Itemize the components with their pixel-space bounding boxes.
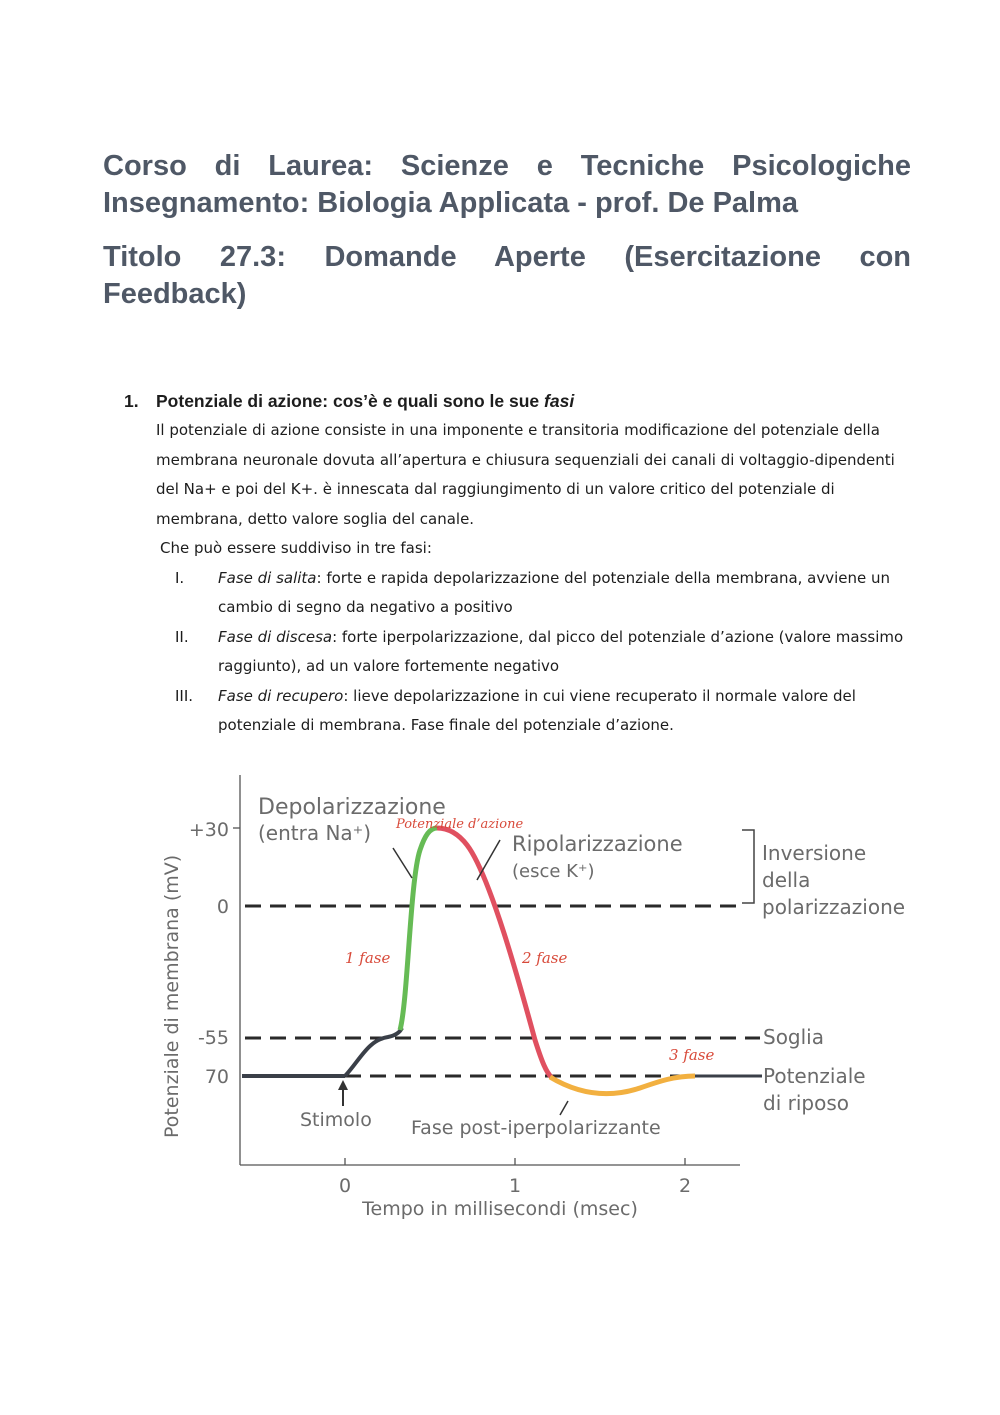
action-potential-figure [0, 770, 1000, 1230]
action-potential-label: Potenziale d’azione [396, 817, 524, 832]
phase-name: Fase di discesa [218, 627, 333, 646]
phase-2-label: 2 fase [522, 949, 568, 967]
pre-threshold-curve [345, 1028, 402, 1076]
inversion-label: Inversione [762, 841, 867, 865]
question-number: 1. [124, 391, 139, 411]
phase-item [124, 564, 914, 623]
post-phase-pointer [560, 1101, 568, 1115]
title-line-2: Feedback) [103, 278, 247, 310]
depolarization-sublabel: (entra Na⁺) [258, 821, 372, 845]
phase-numeral: II. [175, 627, 189, 646]
depolarization-pointer [393, 848, 412, 878]
question-title-italic: fasi [544, 391, 575, 411]
answer-paragraph: Il potenziale di azione consiste in una imponente e transitoria modificazione del potenziale della membrana neuronale dovuta all’apertura e chiusura sequenziali dei canali di voltaggio-dipendenti del Na+ e poi del K+. è innescata dal raggiungimento di un valore critico del potenziale di membrana, detto valore soglia del canale. [156, 421, 895, 528]
resting-potential-label: di riposo [763, 1091, 849, 1115]
course-line: Corso di Laurea: Scienze e Tecniche Psicologiche [103, 150, 911, 182]
phase-3-label: 3 fase [669, 1046, 715, 1064]
rising-phase-curve [400, 828, 437, 1030]
phase-numeral: I. [175, 568, 185, 587]
phases-list [124, 564, 914, 741]
y-tick-label: 0 [216, 896, 229, 918]
y-tick-label: 70 [204, 1066, 229, 1088]
depolarization-label: Depolarizzazione [258, 795, 446, 820]
recovery-phase-curve [550, 1076, 695, 1094]
threshold-label: Soglia [763, 1025, 824, 1049]
post-hyperpolarization-label: Fase post-iperpolarizzante [411, 1117, 661, 1139]
inversion-label: polarizzazione [762, 895, 906, 919]
phase-name: Fase di salita [218, 568, 317, 587]
phase-text: : lieve depolarizzazione in cui viene recuperato il normale valore del potenziale di membrana. Fase finale del potenziale d’azione. [218, 686, 856, 734]
stimulus-arrow-head [338, 1080, 348, 1090]
inversion-label: della [762, 868, 811, 892]
x-tick-label: 0 [338, 1175, 352, 1197]
phase-name: Fase di recupero [218, 686, 344, 705]
phase-item [124, 623, 914, 682]
phase-text: : forte e rapida depolarizzazione del potenziale della membrana, avviene un cambio di segno da negativo a positivo [218, 568, 891, 616]
phase-item [124, 682, 914, 741]
y-tick-label: -55 [197, 1027, 229, 1049]
y-tick-label: +30 [188, 819, 229, 841]
question-section [124, 386, 914, 741]
repolarization-sublabel: (esce K⁺) [512, 861, 595, 882]
repolarization-label: Ripolarizzazione [512, 832, 683, 856]
resting-potential-label: Potenziale [763, 1064, 866, 1088]
phase-numeral: III. [175, 686, 194, 705]
repolarization-pointer [477, 840, 500, 880]
inversion-bracket [742, 830, 754, 903]
x-axis-label: Tempo in millisecondi (msec) [362, 1198, 638, 1220]
phases-intro: Che può essere suddiviso in tre fasi: [160, 539, 432, 557]
stimulus-label: Stimolo [300, 1109, 372, 1131]
question-title-main: Potenziale di azione: cos’è e quali sono le sue [156, 391, 545, 411]
y-axis-label: Potenziale di membrana (mV) [161, 854, 183, 1138]
title-line-1: Titolo 27.3: Domande Aperte (Esercitazione con [103, 241, 911, 273]
x-tick-label: 1 [508, 1175, 522, 1197]
x-tick-label: 2 [678, 1175, 692, 1197]
question-title [124, 386, 914, 416]
document-header [103, 148, 911, 313]
subject-line: Insegnamento: Biologia Applicata - prof. De Palma [103, 187, 799, 219]
phase-1-label: 1 fase [345, 949, 391, 967]
phase-text: : forte iperpolarizzazione, dal picco del potenziale d’azione (valore massimo raggiunto), ad un valore fortemente negativo [218, 627, 904, 675]
